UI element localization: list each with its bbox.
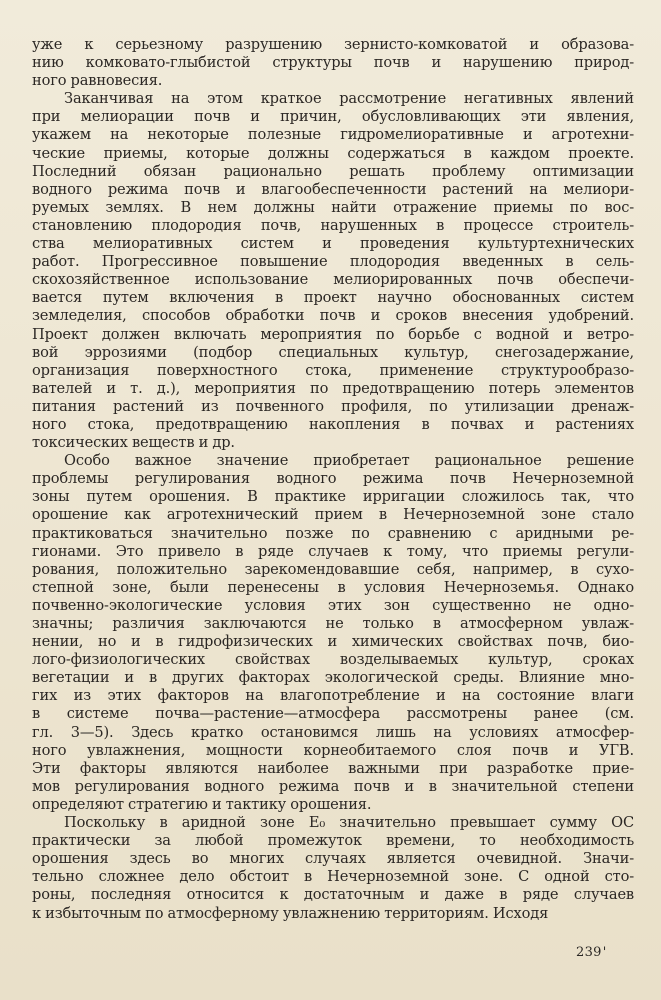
text-line: орошение как агротехнический прием в Нечерноземной зоне стало (32, 506, 634, 524)
text-line: нении, но и в гидрофизических и химических свойствах почв, био- (32, 633, 634, 651)
text-line: организация поверхностного стока, применение структурообразо- (32, 361, 634, 379)
text-line: вой эррозиями (подбор специальных культур, снегозадержание, (32, 343, 634, 361)
text-line: водного режима почв и влагообеспеченности растений на мелиори- (32, 180, 634, 198)
text-line: ного стока, предотвращению накопления в почвах и растениях (32, 415, 634, 433)
text-line: практиковаться значительно позже по сравнению с аридными ре- (32, 524, 634, 542)
text-line: укажем на некоторые полезные гидромелиоративные и агротехни- (32, 126, 634, 144)
text-column (32, 36, 634, 923)
text-line: руемых землях. В нем должны найти отражение приемы по вос- (32, 198, 634, 216)
text-line: ства мелиоративных систем и проведения культуртехнических (32, 235, 634, 253)
text-line: в системе почва—растение—атмосфера рассмотрены ранее (см. (32, 705, 634, 723)
text-line: при мелиорации почв и причин, обусловливающих эти явления, (32, 108, 634, 126)
text-line: гих из этих факторов на влагопотребление и на состояние влаги (32, 687, 634, 705)
text-line: становлению плодородия почв, нарушенных в процессе строитель- (32, 216, 634, 234)
text-line: вегетации и в других факторах экологической среды. Влияние мно- (32, 669, 634, 687)
text-line: Последний обязан рационально решать проблему оптимизации (32, 162, 634, 180)
text-line: значны; различия заключаются не только в атмосферном увлаж- (32, 615, 634, 632)
text-line: гионами. Это привело в ряде случаев к тому, что приемы регули- (32, 542, 634, 560)
text-line: Проект должен включать мероприятия по борьбе с водной и ветро- (32, 325, 634, 343)
text-line: вается путем включения в проект научно обоснованных систем (32, 289, 634, 307)
text-line: степной зоне, были перенесены в условия Нечерноземья. Однако (32, 578, 634, 596)
text-line: рования, положительно зарекомендовавшие себя, например, в сухо- (32, 560, 634, 578)
text-line: тельно сложнее дело обстоит в Нечерноземной зоне. С одной сто- (32, 868, 634, 886)
text-line: земледелия, способов обработки почв и сроков внесения удобрений. (32, 307, 634, 325)
text-line: определяют стратегию и тактику орошения. (32, 795, 372, 813)
text-line: работ. Прогрессивное повышение плодородия введенных в сель- (32, 253, 634, 271)
page-number-value: 239 (576, 945, 602, 960)
paragraph-2 (32, 90, 634, 452)
text-line: зоны путем орошения. В практике ирригации сложилось так, что (32, 488, 634, 506)
text-line: мов регулирования водного режима почв и в значительной степени (32, 777, 634, 795)
paragraph-1 (32, 36, 634, 90)
paragraph-4 (32, 814, 634, 923)
text-line: Заканчивая на этом краткое рассмотрение негативных явлений (64, 90, 634, 108)
text-line: гл. 3—5). Здесь кратко остановимся лишь на условиях атмосфер- (32, 723, 634, 741)
text-line: уже к серьезному разрушению зернисто-комковатой и образова- (32, 36, 634, 53)
text-line: Особо важное значение приобретает рациональное решение (64, 452, 634, 470)
text-line: скохозяйственное использование мелиорированных почв обеспечи- (32, 271, 634, 289)
text-line: орошения здесь во многих случаях является очевидной. Значи- (32, 850, 634, 868)
paragraph-3 (32, 452, 634, 814)
text-line: Эти факторы являются наиболее важными при разработке прие- (32, 759, 634, 777)
text-line: лого-физиологических свойствах возделываемых культур, сроках (32, 651, 634, 669)
text-line: токсических веществ и др. (32, 434, 235, 452)
text-line: ного равновесия. (32, 72, 163, 90)
text-line: ного увлажнения, мощности корнеобитаемого слоя почв и УГВ. (32, 741, 634, 759)
text-line: вателей и т. д.), мероприятия по предотвращению потерь элементов (32, 379, 634, 397)
text-line: нию комковато-глыбистой структуры почв и нарушению природ- (32, 54, 634, 72)
text-line: ческие приемы, которые должны содержаться в каждом проекте. (32, 144, 634, 162)
text-line: к избыточным по атмосферному увлажнению территориям. Исходя (32, 904, 549, 922)
text-line: роны, последняя относится к достаточным и даже в ряде случаев (32, 886, 634, 904)
text-line: проблемы регулирования водного режима почв Нечерноземной (32, 470, 634, 488)
text-line: Поскольку в аридной зоне E₀ значительно превышает сумму ОС (64, 814, 634, 832)
text-line: почвенно-экологические условия этих зон существенно не одно- (32, 596, 634, 614)
text-line: практически за любой промежуток времени, то необходимость (32, 832, 634, 850)
page-number: 239' (576, 945, 607, 960)
text-line: питания растений из почвенного профиля, по утилизации дренаж- (32, 397, 634, 415)
